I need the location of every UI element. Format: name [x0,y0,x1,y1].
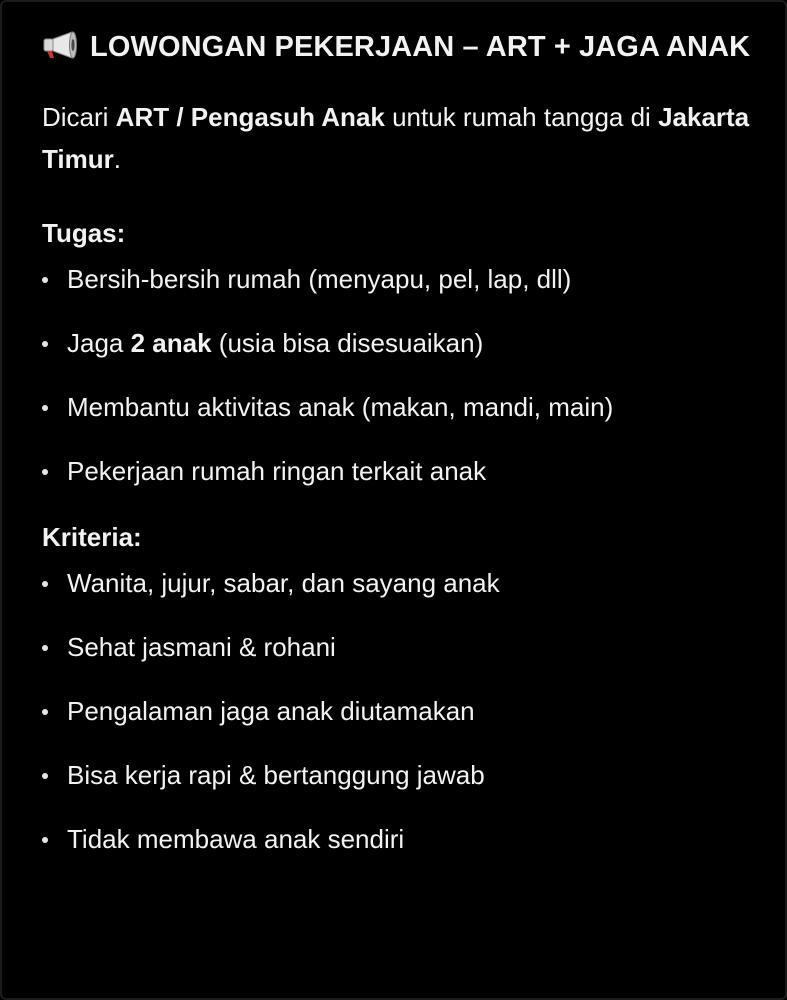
kriteria-list [42,566,757,856]
intro-middle: untuk rumah tangga di [384,102,659,132]
intro-prefix: Dicari [42,102,116,132]
list-item [42,326,757,360]
intro-location: Jakarta Timur [42,102,750,174]
list-item-text: Membantu aktivitas anak (makan, mandi, main) [67,392,614,422]
list-item-text: Sehat jasmani & rohani [67,632,336,662]
list-item-text: Bisa kerja rapi & bertanggung jawab [67,760,485,790]
megaphone-icon [42,30,82,60]
list-item [42,694,757,728]
bullet-icon [42,581,48,587]
list-item [42,262,757,296]
post-title [42,24,757,70]
list-item-text: Tidak membawa anak sendiri [67,824,405,854]
intro-paragraph [42,96,757,180]
list-item-text: Bersih-bersih rumah (menyapu, pel, lap, dll) [67,264,572,294]
bullet-icon [42,645,48,651]
bullet-icon [42,837,48,843]
bullet-icon [42,773,48,779]
bullet-icon [42,341,48,347]
tugas-list [42,262,757,488]
kriteria-heading: Kriteria: [42,522,142,552]
job-post [42,24,757,856]
intro-role: ART / Pengasuh Anak [115,102,385,132]
list-item [42,454,757,488]
bullet-icon [42,709,48,715]
list-item-text: Pekerjaan rumah ringan terkait anak [67,456,487,486]
list-item [42,630,757,664]
list-item [42,390,757,424]
bullet-icon [42,405,48,411]
list-item [42,822,757,856]
post-title-text: LOWONGAN PEKERJAAN – ART + JAGA ANAK [90,31,751,63]
bullet-icon [42,469,48,475]
list-item-text: Pengalaman jaga anak diutamakan [67,696,475,726]
list-item [42,758,757,792]
list-item [42,566,757,600]
list-item-text: Wanita, jujur, sabar, dan sayang anak [67,568,500,598]
bullet-icon [42,277,48,283]
intro-suffix: . [113,144,121,174]
list-item-text-bold: 2 anak [130,328,212,358]
list-item-text-pre: Jaga [67,328,131,358]
list-item-text-post: (usia bisa disesuaikan) [211,328,484,358]
tugas-heading: Tugas: [42,218,126,248]
